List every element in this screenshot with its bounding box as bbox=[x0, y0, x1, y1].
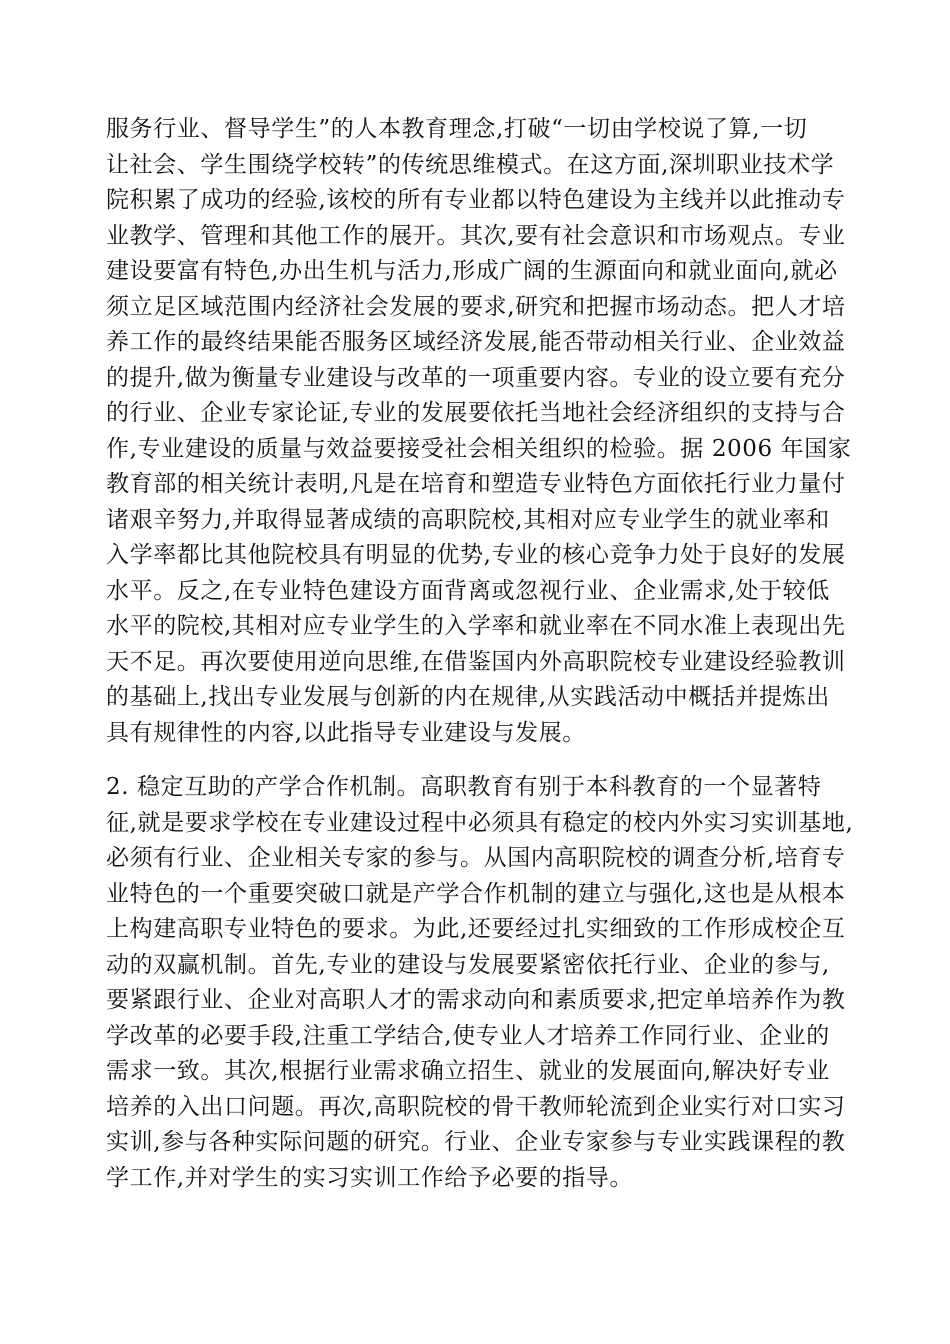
text-line: 教育部的相关统计表明,凡是在培育和塑造专业特色方面依托行业力量付 bbox=[106, 471, 846, 497]
text-line: 作,专业建设的质量与效益要接受社会相关组织的检验。据 2006 年国家 bbox=[106, 435, 852, 462]
text-line: 要紧跟行业、企业对高职人才的需求动向和素质要求,把定单培养作为教 bbox=[106, 987, 846, 1013]
paragraph-1 bbox=[106, 112, 856, 751]
text-line: 天不足。再次要使用逆向思维,在借鉴国内外高职院校专业建设经验教训 bbox=[106, 648, 846, 675]
text-line: 培养的入出口问题。再次,高职院校的骨干教师轮流到企业实行对口实习 bbox=[106, 1093, 846, 1120]
text-line: 入学率都比其他院校具有明显的优势,专业的核心竞争力处于良好的发展 bbox=[106, 542, 846, 568]
text-line: 须立足区域范围内经济社会发展的要求,研究和把握市场动态。把人才培 bbox=[106, 293, 846, 320]
text-line: 学工作,并对学生的实习实训工作给予必要的指导。 bbox=[106, 1164, 634, 1191]
text-line: 水平的院校,其相对应专业学生的入学率和就业率在不同水准上表现出先 bbox=[106, 613, 846, 639]
text-line: 建设要富有特色,办出生机与活力,形成广阔的生源面向和就业面向,就必 bbox=[106, 258, 838, 284]
text-line: 实训,参与各种实际问题的研究。行业、企业专家参与专业实践课程的教 bbox=[106, 1129, 846, 1155]
text-line: 征,就是要求学校在专业建设过程中必须具有稳定的校内外实习实训基地, bbox=[106, 809, 854, 836]
paragraph-2 bbox=[106, 770, 856, 1196]
text-line: 学改革的必要手段,注重工学结合,使专业人才培养工作同行业、企业的 bbox=[106, 1022, 830, 1049]
text-line: 让社会、学生围绕学校转”的传统思维模式。在这方面,深圳职业技术学 bbox=[106, 151, 835, 178]
text-line: 养工作的最终结果能否服务区域经济发展,能否带动相关行业、企业效益 bbox=[106, 329, 846, 355]
text-line: 业特色的一个重要突破口就是产学合作机制的建立与强化,这也是从根本 bbox=[106, 880, 846, 907]
text-line: 上构建高职专业特色的要求。为此,还要经过扎实细致的工作形成校企互 bbox=[106, 916, 846, 942]
text-line: 的提升,做为衡量专业建设与改革的一项重要内容。专业的设立要有充分 bbox=[106, 364, 846, 391]
text-line: 需求一致。其次,根据行业需求确立招生、就业的发展面向,解决好专业 bbox=[106, 1058, 830, 1084]
text-line: 诸艰辛努力,并取得显著成绩的高职院校,其相对应专业学生的就业率和 bbox=[106, 506, 830, 533]
text-line: 必须有行业、企业相关专家的参与。从国内高职院校的调查分析,培育专 bbox=[106, 845, 846, 871]
text-line: 动的双赢机制。首先,专业的建设与发展要紧密依托行业、企业的参与, bbox=[106, 951, 830, 978]
text-line: 的行业、企业专家论证,专业的发展要依托当地社会经济组织的支持与合 bbox=[106, 400, 846, 426]
text-line: 业教学、管理和其他工作的展开。其次,要有社会意识和市场观点。专业 bbox=[106, 222, 846, 249]
text-line: 院积累了成功的经验,该校的所有专业都以特色建设为主线并以此推动专 bbox=[106, 187, 846, 213]
text-line: 具有规律性的内容,以此指导专业建设与发展。 bbox=[106, 719, 586, 746]
text-line: 2. 稳定互助的产学合作机制。高职教育有别于本科教育的一个显著特 bbox=[106, 774, 822, 800]
text-line: 的基础上,找出专业发展与创新的内在规律,从实践活动中概括并提炼出 bbox=[106, 684, 830, 710]
text-line: 水平。反之,在专业特色建设方面背离或忽视行业、企业需求,处于较低 bbox=[106, 577, 830, 604]
text-line: 服务行业、督导学生”的人本教育理念,打破“一切由学校说了算,一切 bbox=[106, 116, 808, 142]
